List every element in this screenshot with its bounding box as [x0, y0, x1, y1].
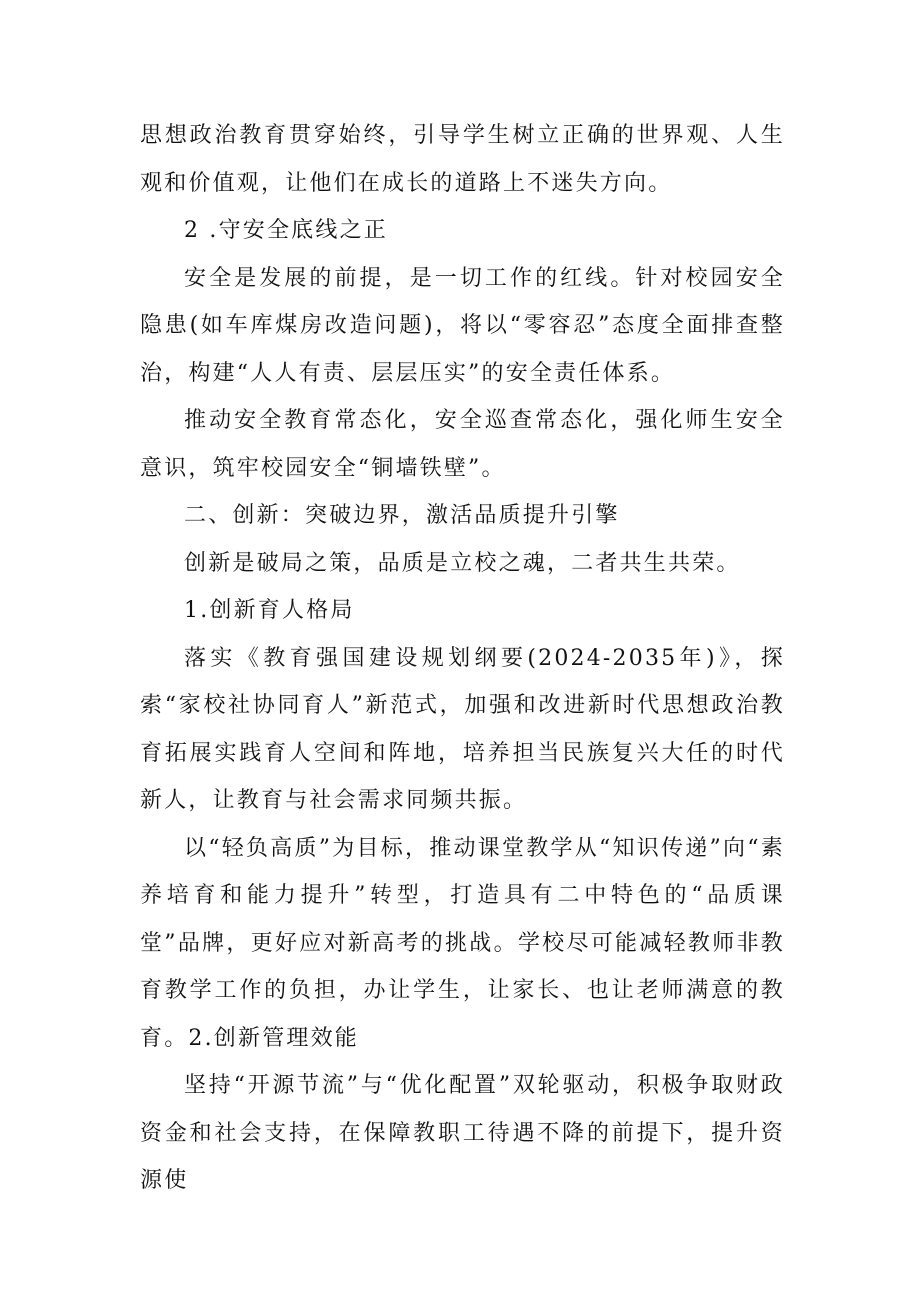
- paragraph-quality-classroom: 以“轻负高质”为目标，推动课堂教学从“知识传递”向“素养培育和能力提升”转型，打造具有二中特色的“品质课堂”品牌，更好应对新高考的挑战。学校尽可能减轻教师非教育教学工作的负担，办让学生，让家长、也让老师满意的教育。2.创新管理效能: [140, 835, 785, 1051]
- section-heading-innovation: 二、创新：突破边界，激活品质提升引擎: [184, 503, 620, 528]
- paragraph-continuation: 思想政治教育贯穿始终，引导学生树立正确的世界观、人生观和价值观，让他们在成长的道路上不迷失方向。: [140, 123, 785, 196]
- section-heading-safety: 2 .守安全底线之正: [184, 218, 388, 243]
- paragraph-safety-education: 推动安全教育常态化，安全巡查常态化，强化师生安全意识，筑牢校园安全“铜墙铁壁”。: [140, 408, 785, 481]
- paragraph-education-plan: 落实《教育强国建设规划纲要(2024-2035年)》，探索“家校社协同育人”新范式，加强和改进新时代思想政治教育拓展实践育人空间和阵地，培养担当民族复兴大任的时代新人，让教育与社会需求同频共振。: [140, 645, 785, 813]
- document-body: [140, 112, 785, 1205]
- subheading-education-pattern: 1.创新育人格局: [184, 598, 355, 623]
- paragraph-safety-redline: 安全是发展的前提，是一切工作的红线。针对校园安全隐患(如车库煤房改造问题)，将以“零容忍”态度全面排查整治，构建“人人有责、层层压实”的安全责任体系。: [140, 265, 785, 386]
- paragraph-resource-management: 坚持“开源节流”与“优化配置”双轮驱动，积极争取财政资金和社会支持，在保障教职工待遇不降的前提下，提升资源使: [140, 1073, 785, 1193]
- paragraph-innovation-intro: 创新是破局之策，品质是立校之魂，二者共生共荣。: [184, 550, 741, 576]
